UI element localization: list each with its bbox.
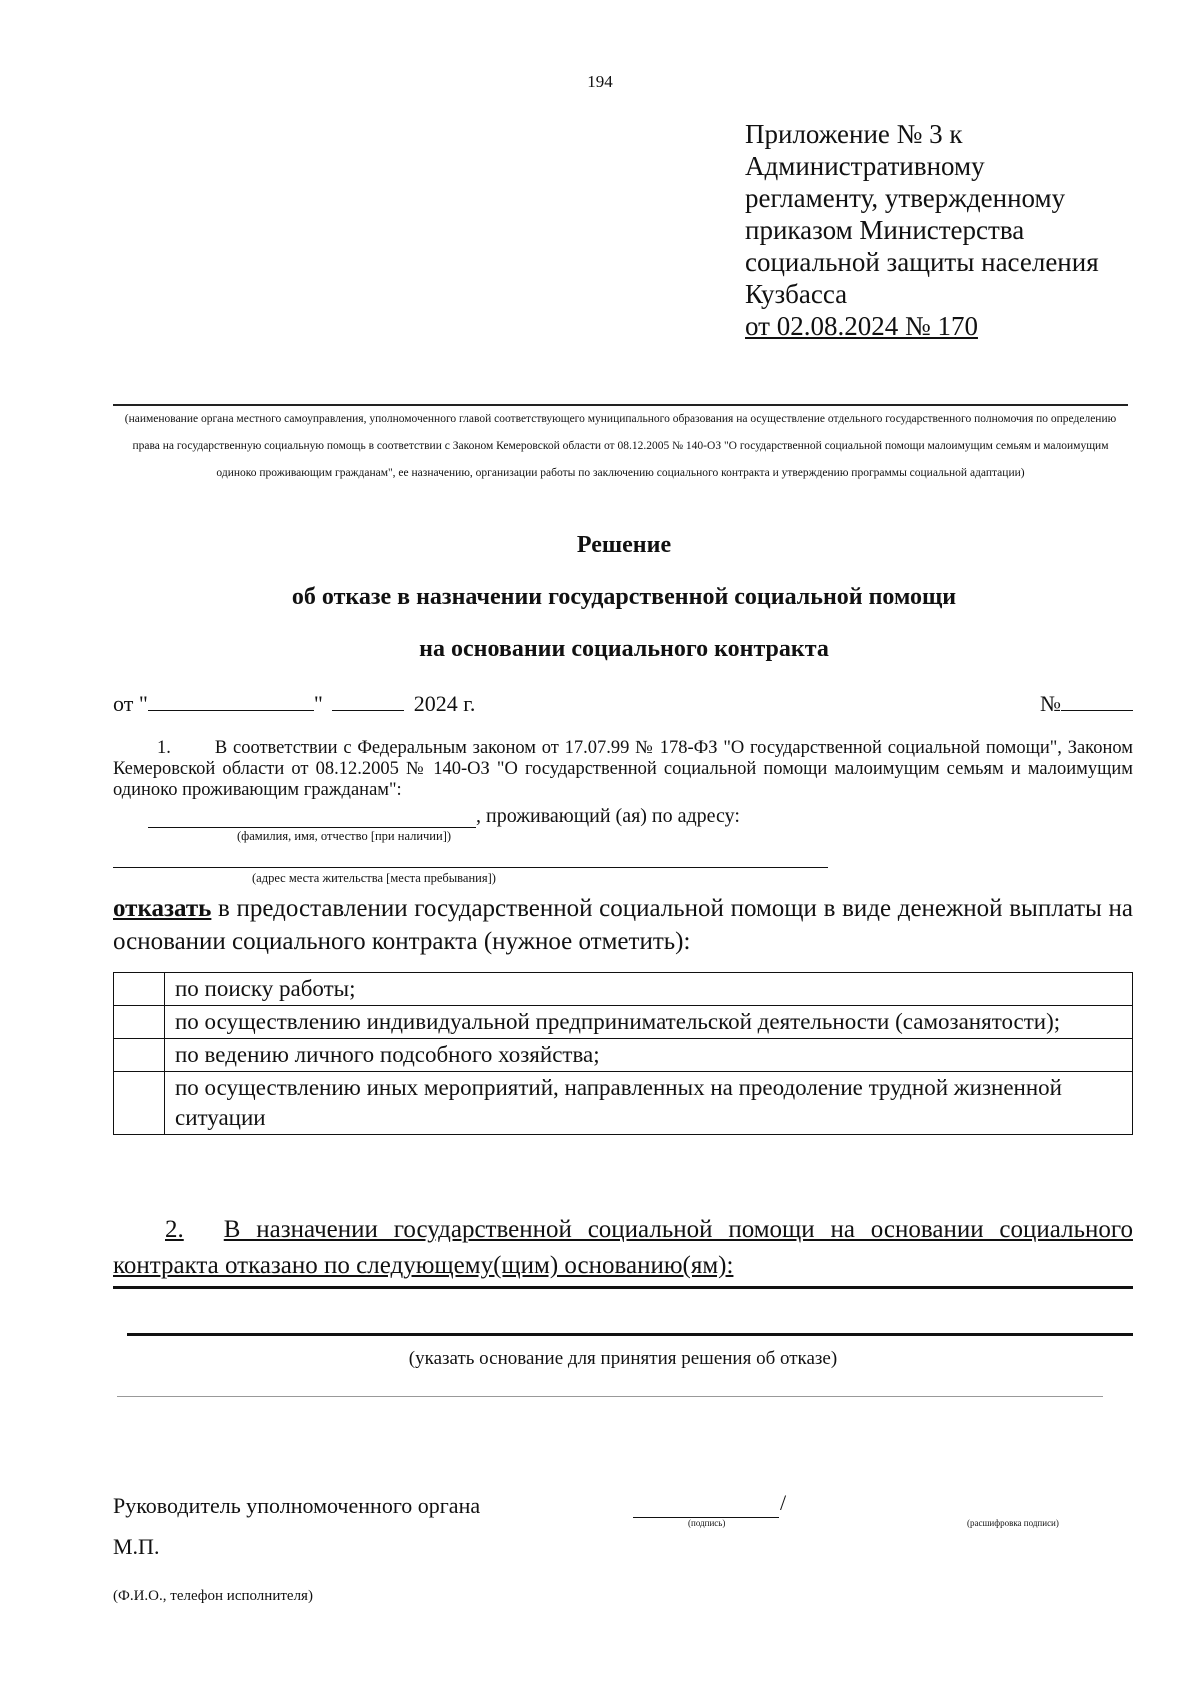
- appendix-line: Кузбасса: [745, 279, 848, 309]
- appendix-date: от 02.08.2024 № 170: [745, 311, 978, 341]
- basis-line-3[interactable]: [117, 1396, 1103, 1397]
- signature-slash: /: [780, 1490, 787, 1515]
- paragraph-1-text: В соответствии с Федеральным законом от 17.07.99 № 178-ФЗ "О государственной социальной помощи", Законом Кемеровской области от 08.12.2005 № 140-ОЗ "О государственной социальной помощи малоимущим семьям и малоимущим одиноко проживающим гражданам":: [113, 738, 1133, 800]
- stamp-label: М.П.: [113, 1534, 160, 1559]
- paragraph-1: [113, 738, 1133, 801]
- option-checkbox[interactable]: [114, 1072, 165, 1135]
- residing-label: , проживающий (ая) по адресу:: [476, 805, 740, 827]
- basis-line-2[interactable]: [127, 1333, 1133, 1336]
- appendix-line: приказом Министерства: [745, 215, 1025, 245]
- appendix-line: социальной защиты населения: [745, 247, 1099, 277]
- option-label: по поиску работы;: [165, 973, 1133, 1006]
- paragraph-1-number: 1.: [157, 738, 171, 758]
- date-from-label: от ": [113, 691, 148, 716]
- table-row: [114, 1039, 1133, 1072]
- paragraph-2: [113, 1212, 1133, 1284]
- number-block: [1040, 690, 1133, 717]
- decode-caption: (расшифровка подписи): [967, 1518, 1059, 1528]
- appendix-line: регламенту, утвержденному: [745, 183, 1066, 213]
- executor-caption: (Ф.И.О., телефон исполнителя): [113, 1588, 313, 1604]
- month-field[interactable]: [332, 690, 404, 711]
- year-label: 2024 г.: [413, 691, 476, 716]
- document-subtitle: об отказе в назначении государственной социальной помощи: [291, 584, 957, 610]
- table-row: [114, 973, 1133, 1006]
- options-table: [113, 972, 1133, 1135]
- appendix-line: Административному: [745, 151, 985, 181]
- number-label: №: [1040, 691, 1061, 716]
- signature-caption: (подпись): [688, 1518, 726, 1528]
- refuse-paragraph: [113, 892, 1133, 958]
- date-line: [113, 690, 1133, 720]
- basis-caption: (указать основание для принятия решения об отказе): [408, 1348, 838, 1369]
- head-label: Руководитель уполномоченного органа: [113, 1493, 481, 1518]
- document-subtitle-2: на основании социального контракта: [419, 636, 829, 662]
- appendix-line: Приложение № 3 к: [745, 119, 963, 149]
- basis-line-1[interactable]: [113, 1286, 1133, 1289]
- table-row: [114, 1006, 1133, 1039]
- name-caption: (фамилия, имя, отчество [при наличии]): [237, 829, 452, 843]
- day-field[interactable]: [148, 690, 314, 711]
- page-number: 194: [587, 72, 613, 91]
- org-caption: (наименование органа местного самоуправления, уполномоченного главой соответствующего муниципального образования на осуществление отдельного государственного полномочия по определению права на государственную социальную помощь в соответствии с Законом Кемеровской области от 08.12.2005 № 140-ОЗ "О государственной социальной помощи малоимущим семьям и малоимущим одиноко проживающим гражданам", ее назначению, организации работы по заключению социального контракта и утверждению программы социальной адаптации): [124, 413, 1117, 479]
- option-label: по осуществлению иных мероприятий, направленных на преодоление трудной жизненной ситуации: [165, 1072, 1133, 1135]
- table-row: [114, 1072, 1133, 1135]
- refuse-text: в предоставлении государственной социальной помощи в виде денежной выплаты на основании социального контракта (нужное отметить):: [113, 895, 1133, 955]
- number-field[interactable]: [1061, 690, 1133, 711]
- option-checkbox[interactable]: [114, 1006, 165, 1039]
- refuse-bold: отказать: [113, 895, 212, 922]
- paragraph-2-text: В назначении государственной социальной помощи на основании социального контракта отказано по следующему(щим) основанию(ям):: [113, 1216, 1133, 1279]
- address-caption: (адрес места жительства [места пребывания]): [252, 871, 496, 885]
- date-quote: ": [313, 691, 323, 716]
- paragraph-2-number: 2.: [165, 1216, 184, 1243]
- option-checkbox[interactable]: [114, 1039, 165, 1072]
- document-title: Решение: [576, 532, 672, 558]
- name-field[interactable]: [148, 827, 476, 828]
- address-field[interactable]: [113, 867, 828, 868]
- option-label: по ведению личного подсобного хозяйства;: [165, 1039, 1133, 1072]
- appendix-block: [745, 118, 1165, 342]
- option-label: по осуществлению индивидуальной предпринимательской деятельности (самозанятости);: [165, 1006, 1133, 1039]
- option-checkbox[interactable]: [114, 973, 165, 1006]
